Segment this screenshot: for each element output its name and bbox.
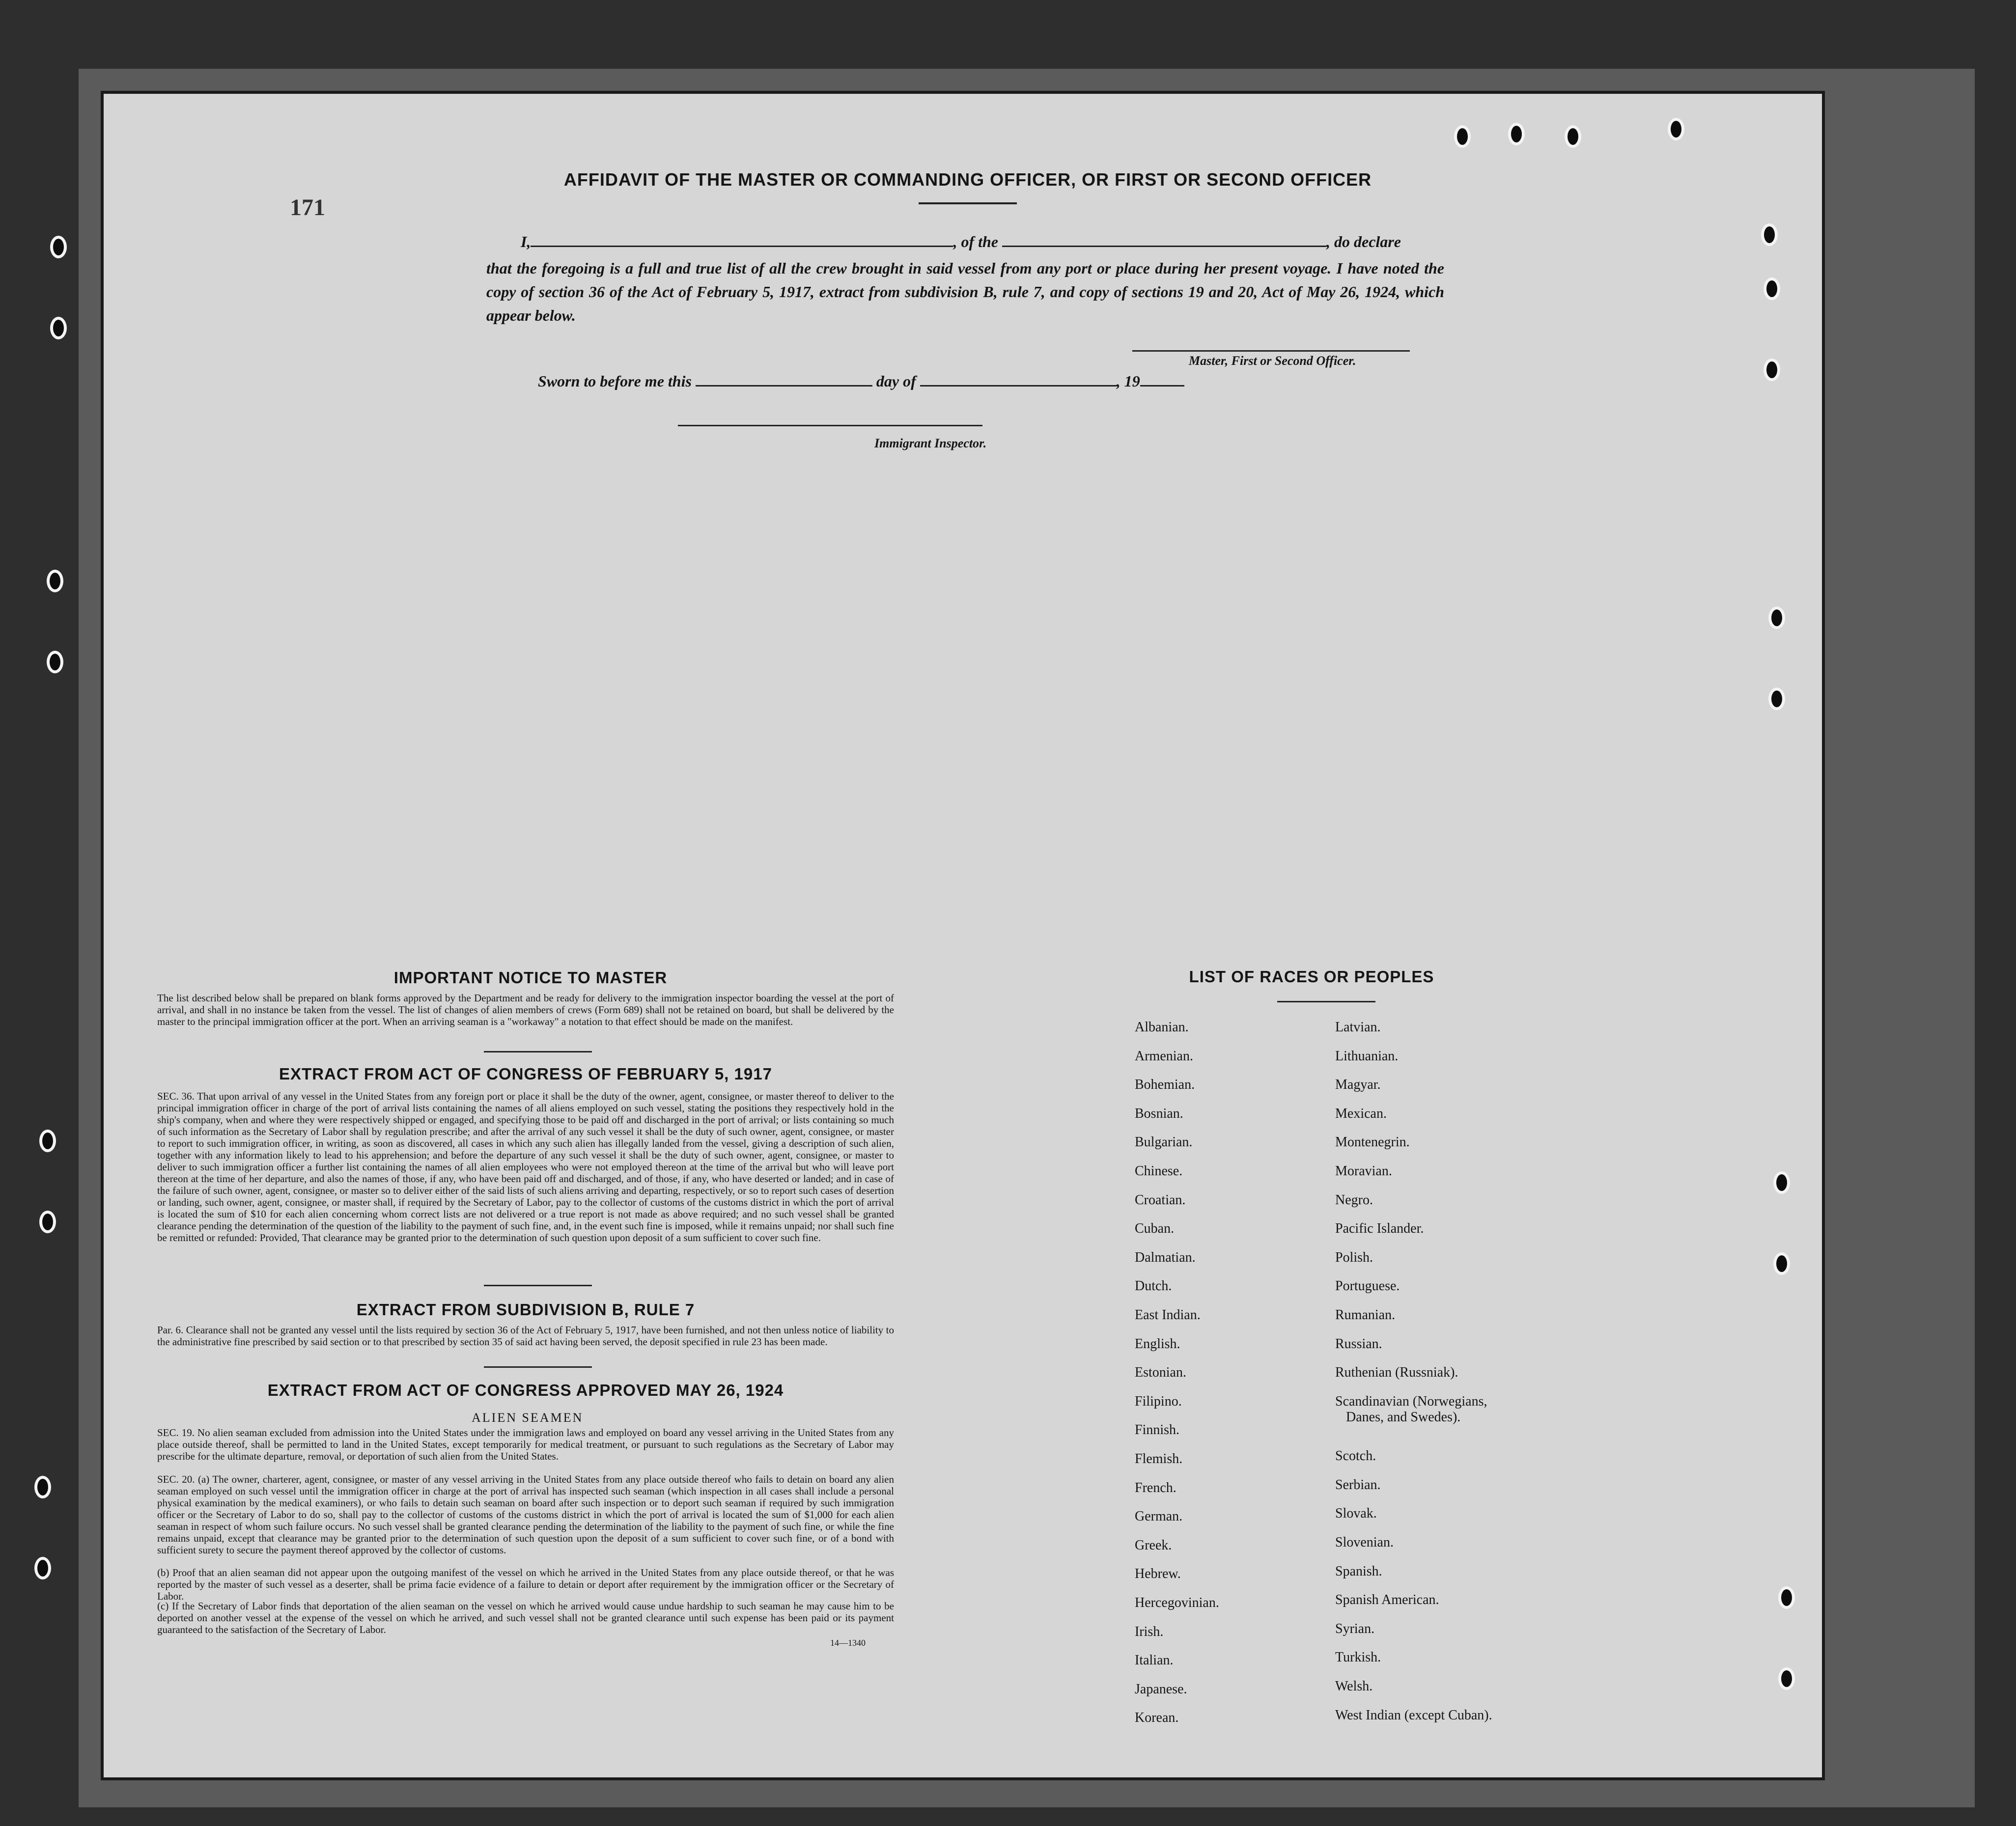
punch-hole	[1764, 359, 1780, 381]
race-item: Spanish.	[1335, 1563, 1382, 1579]
race-item: Spanish American.	[1335, 1592, 1439, 1608]
punch-hole	[1565, 125, 1581, 148]
race-item: Korean.	[1135, 1710, 1179, 1726]
race-item: Filipino.	[1135, 1393, 1182, 1409]
race-item: Flemish.	[1135, 1451, 1183, 1466]
affidavit-of-the-label: , of the	[953, 233, 998, 250]
section-divider	[484, 1285, 592, 1286]
vessel-name-blank[interactable]	[1002, 246, 1326, 247]
punch-hole	[50, 236, 67, 258]
race-item: Chinese.	[1135, 1163, 1183, 1179]
race-item: Ruthenian (Russniak).	[1335, 1365, 1458, 1381]
punch-hole	[1773, 1252, 1790, 1275]
race-item: French.	[1135, 1480, 1176, 1495]
races-title-rule	[1277, 1001, 1375, 1002]
race-item: Moravian.	[1335, 1163, 1392, 1179]
extract-1924-title: EXTRACT FROM ACT OF CONGRESS APPROVED MAY 26, 1924	[267, 1381, 784, 1399]
race-item: Negro.	[1335, 1192, 1373, 1208]
affidavit-title-rule	[919, 202, 1017, 204]
race-item: Latvian.	[1335, 1020, 1381, 1035]
notice-body: The list described below shall be prepared on blank forms approved by the Department and be ready for delivery to the immigration inspector boarding the vessel at the port of arrival, and shall in no instance be taken from the vessel. The list of changes of alien members of crews (Form 689) shall not be retained on board, but shall be delivered by the master to the principal immigration officer at the port. When an arriving seaman is a "workaway" a notation to that effect should be made on the manifest.	[157, 992, 894, 1027]
race-item: Irish.	[1135, 1624, 1164, 1639]
section-divider	[484, 1366, 592, 1368]
race-item: Rumanian.	[1335, 1307, 1396, 1323]
extract-rule7-body: Par. 6. Clearance shall not be granted any vessel until the lists required by section 36 of the Act of February 5, 1917, have been furnished, and not then unless notice of liability to the administrative fine prescribed by said section or to that prescribed by section 35 of said act having been served, the deposit specified in rule 23 has been made.	[157, 1324, 894, 1348]
race-item: Hercegovinian.	[1135, 1595, 1219, 1610]
race-item: Croatian.	[1135, 1192, 1186, 1208]
extract-1917-body: SEC. 36. That upon arrival of any vessel in the United States from any foreign port or place it shall be the duty of the owner, agent, consignee, or master thereof to deliver to the principal immigration officer in charge of the port of arrival lists containing the names of all aliens employed on such vessel, stating the positions they respectively hold in the ship's company, when and where they were respectively shipped or engaged, and specifying those to be paid off and discharged in the port of arrival; or lists containing so much of such information as the Secretary of Labor shall by regulation prescribe; and after the arrival of any such vessel it shall be the duty of such owner, agent, consignee, or master to report to such immigration officer, in writing, as soon as discovered, all cases in which any such alien has illegally landed from the vessel, giving a description of such alien, together with any information likely to lead to his apprehension; and before the departure of any such vessel it shall be the duty of such owner, agent, consignee, or master to deliver to such immigration officer a further list containing the names of all alien employees who were not employed thereon at the time of the arrival but who will leave port thereon at the time of her departure, and also the names of those, if any, who have been paid off and discharged, and of those, if any, who have deserted or landed; and in case of the failure of such owner, agent, consignee, or master so to deliver either of the said lists of such aliens arriving and departing, respectively, or so to report such cases of desertion or landing, such owner, agent, consignee, or master shall, if required by the Secretary of Labor, pay to the collector of customs of the customs district in which the port of arrival is located the sum of $10 for each alien concerning whom correct lists are not delivered or a true report is not made as above required; and no such vessel shall be granted clearance pending the determination of the question of the liability to the payment of such fine, and, in the event such fine is imposed, while it remains unpaid; nor shall such fine be remitted or refunded: Provided, That clearance may be granted prior to the determination of such question upon deposit of a sum sufficient to cover such fine.	[157, 1090, 894, 1244]
race-item: Japanese.	[1135, 1681, 1187, 1697]
race-item: Scotch.	[1335, 1448, 1376, 1464]
race-item: German.	[1135, 1509, 1183, 1524]
race-item: Estonian.	[1135, 1365, 1186, 1381]
race-item: Slovak.	[1335, 1506, 1377, 1522]
race-item: Italian.	[1135, 1653, 1174, 1668]
race-item: Albanian.	[1135, 1020, 1189, 1035]
sworn-line	[538, 372, 1184, 390]
punch-hole	[39, 1130, 56, 1152]
affidavit-title: AFFIDAVIT OF THE MASTER OR COMMANDING OFFICER, OR FIRST OR SECOND OFFICER	[563, 169, 1372, 190]
race-item: Armenian.	[1135, 1048, 1193, 1064]
punch-hole	[39, 1211, 56, 1233]
race-item: English.	[1135, 1336, 1180, 1352]
punch-hole	[1768, 607, 1785, 629]
race-item: Scandinavian (Norwegians,	[1335, 1393, 1487, 1409]
race-item: Slovenian.	[1335, 1534, 1394, 1550]
year-label: , 19	[1116, 372, 1140, 390]
extract-1924-sec20b: (b) Proof that an alien seaman did not appear upon the outgoing manifest of the vessel on which he arrived in the United States from any place outside thereof, or that he was reported by the master of such vessel as a deserter, shall be prima facie evidence of a failure to detain or deport after requirement by the immigration officer or the Secretary of Labor.	[157, 1567, 894, 1602]
section-divider	[484, 1051, 592, 1052]
sworn-year-blank[interactable]	[1140, 385, 1184, 387]
extract-1924-sec20a: SEC. 20. (a) The owner, charterer, agent, consignee, or master of any vessel arriving in the United States from any place outside thereof who fails to detain on board any alien seaman employed on such vessel until the immigration officer in charge at the port of arrival has inspected such seaman (which inspection in all cases shall include a personal physical examination by the medical examiners), or who fails to detain such seaman on board after such inspection or to deport such seaman if required by such immigration officer or the Secretary of Labor to do so, shall pay to the collector of customs of the customs district in which the port of arrival is located the sum of $1,000 for each alien seaman in respect of whom such failure occurs. No such vessel shall be granted clearance pending the determination of the liability to the payment of such fine, or while the fine remains unpaid, except that clearance may be granted prior to the determination of such question upon the deposit of a sum sufficient to cover such fine, or of a bond with sufficient surety to secure the payment thereof approved by the collector of customs.	[157, 1473, 894, 1556]
race-item: Lithuanian.	[1335, 1048, 1399, 1064]
punch-hole	[47, 651, 63, 673]
race-item: Dalmatian.	[1135, 1249, 1196, 1265]
affidavit-declare-label: , do declare	[1326, 233, 1401, 250]
race-item: Serbian.	[1335, 1477, 1381, 1493]
race-item: Bohemian.	[1135, 1077, 1195, 1093]
master-signature-line[interactable]	[1132, 350, 1410, 352]
race-item: Greek.	[1135, 1537, 1172, 1553]
race-item: Dutch.	[1135, 1278, 1172, 1294]
inspector-signature-line[interactable]	[678, 425, 982, 426]
sworn-day-blank[interactable]	[696, 385, 872, 387]
notice-title: IMPORTANT NOTICE TO MASTER	[393, 968, 668, 987]
race-item: Mexican.	[1335, 1106, 1387, 1121]
race-item: Hebrew.	[1135, 1566, 1181, 1582]
punch-hole	[1454, 125, 1471, 148]
punch-hole	[1773, 1171, 1790, 1194]
race-item: Finnish.	[1135, 1422, 1180, 1438]
punch-hole	[34, 1476, 51, 1498]
punch-hole	[1508, 123, 1525, 145]
race-item: Montenegrin.	[1335, 1134, 1410, 1150]
inspector-caption: Immigrant Inspector.	[874, 436, 987, 450]
affidavit-i-label: I,	[521, 233, 531, 250]
affidavit-body: that the foregoing is a full and true list of all the crew brought in said vessel from any port or place during her present voyage. I have noted the copy of section 36 of the Act of February 5, 1917, extract from subdivision B, rule 7, and copy of sections 19 and 20, Act of May 26, 1924, which appear below.	[486, 259, 1444, 324]
race-item: Danes, and Swedes).	[1346, 1410, 1461, 1425]
form-number: 14—1340	[830, 1638, 866, 1648]
extract-1924-sec19: SEC. 19. No alien seaman excluded from admission into the United States under the immigration laws and employed on board any vessel arriving in the United States from any place outside thereof, shall be permitted to land in the United States, except temporarily for medical treatment, or pursuant to such regulations as the Secretary of Labor may prescribe for the ultimate departure, removal, or deportation of such alien from the United States.	[157, 1427, 894, 1462]
master-name-blank[interactable]	[531, 246, 953, 247]
race-item: Welsh.	[1335, 1678, 1373, 1694]
master-caption: Master, First or Second Officer.	[1189, 354, 1356, 368]
punch-hole	[1768, 688, 1785, 710]
punch-hole	[1778, 1667, 1795, 1690]
race-item: Polish.	[1335, 1249, 1373, 1265]
races-title: LIST OF RACES OR PEOPLES	[1189, 968, 1434, 986]
race-item: Cuban.	[1135, 1221, 1175, 1237]
race-item: Pacific Islander.	[1335, 1221, 1424, 1237]
affidavit-declaration-line	[521, 233, 1401, 251]
extract-1924-sec20c: (c) If the Secretary of Labor finds that deportation of the alien seaman on the vessel on which he arrived would cause undue hardship to such seaman he may cause him to be deported on another vessel at the expense of the vessel on which he arrived, and such vessel shall not be granted clearance until such expense has been paid or its payment guaranteed to the satisfaction of the Secretary of Labor.	[157, 1600, 894, 1635]
race-item: Syrian.	[1335, 1621, 1375, 1636]
punch-hole	[47, 570, 63, 592]
sworn-label: Sworn to before me this	[538, 372, 692, 390]
race-item: Bosnian.	[1135, 1106, 1183, 1121]
extract-1917-title: EXTRACT FROM ACT OF CONGRESS OF FEBRUARY 5, 1917	[279, 1065, 772, 1083]
punch-hole	[34, 1557, 51, 1579]
punch-hole	[1764, 277, 1780, 300]
race-item: East Indian.	[1135, 1307, 1201, 1323]
punch-hole	[50, 317, 67, 339]
punch-hole	[1668, 118, 1684, 140]
race-item: Turkish.	[1335, 1650, 1381, 1665]
extract-rule7-title: EXTRACT FROM SUBDIVISION B, RULE 7	[356, 1300, 695, 1319]
alien-seamen-subtitle: ALIEN SEAMEN	[472, 1411, 584, 1425]
race-item: Portuguese.	[1335, 1278, 1400, 1294]
race-item: West Indian (except Cuban).	[1335, 1707, 1492, 1723]
sworn-month-blank[interactable]	[920, 385, 1117, 387]
race-item: Bulgarian.	[1135, 1134, 1193, 1150]
page-number: 171	[290, 194, 325, 221]
day-of-label: day of	[876, 372, 916, 390]
punch-hole	[1761, 223, 1778, 246]
race-item: Magyar.	[1335, 1077, 1381, 1093]
race-item: Russian.	[1335, 1336, 1382, 1352]
punch-hole	[1778, 1586, 1795, 1609]
